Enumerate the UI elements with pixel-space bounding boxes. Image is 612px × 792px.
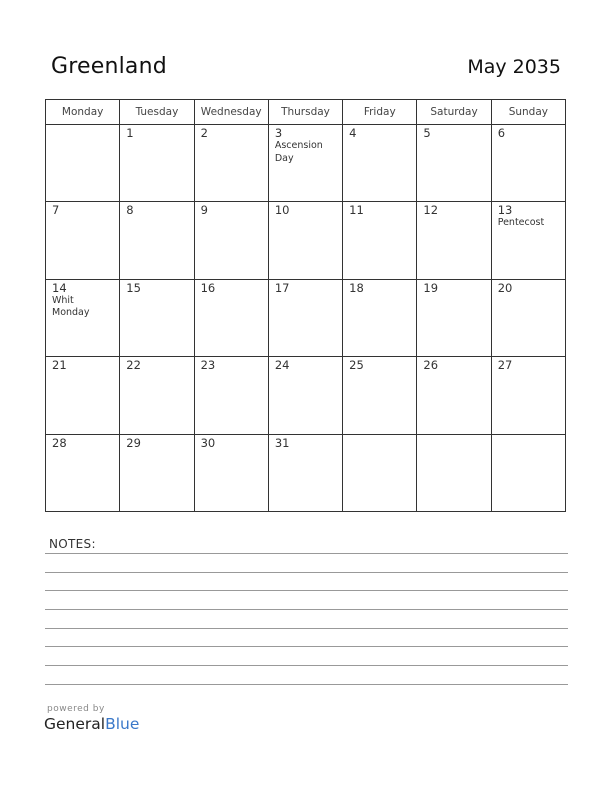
note-line bbox=[45, 609, 568, 610]
day-cell-content bbox=[269, 125, 342, 165]
day-cell bbox=[343, 202, 417, 279]
day-number: 31 bbox=[274, 435, 290, 450]
day-cell-content bbox=[120, 357, 193, 372]
day-cell-content bbox=[120, 435, 193, 450]
holiday-label: Ascension Day bbox=[274, 140, 323, 164]
day-cell bbox=[343, 279, 417, 356]
day-cell-content bbox=[269, 280, 342, 295]
day-cell bbox=[268, 434, 342, 511]
note-line bbox=[45, 628, 568, 629]
note-line bbox=[45, 684, 568, 685]
day-cell bbox=[417, 202, 491, 279]
weekday-header: Tuesday bbox=[120, 100, 194, 125]
empty-day-cell bbox=[417, 434, 491, 511]
brand-logo bbox=[44, 704, 139, 733]
day-cell bbox=[120, 357, 194, 434]
note-line bbox=[45, 665, 568, 666]
day-cell bbox=[268, 202, 342, 279]
day-cell-content bbox=[492, 357, 565, 372]
note-line bbox=[45, 590, 568, 591]
day-cell bbox=[46, 202, 120, 279]
day-cell-content bbox=[417, 202, 490, 217]
day-cell bbox=[120, 202, 194, 279]
weekday-header: Thursday bbox=[268, 100, 342, 125]
day-number: 2 bbox=[200, 126, 208, 140]
empty-day-cell bbox=[46, 125, 120, 202]
day-cell-content bbox=[417, 280, 490, 295]
week-row bbox=[46, 357, 566, 434]
weekday-header: Friday bbox=[343, 100, 417, 125]
day-cell-content bbox=[417, 435, 490, 436]
day-cell bbox=[46, 434, 120, 511]
notes-label: NOTES: bbox=[49, 537, 96, 551]
day-cell-content bbox=[120, 280, 193, 295]
day-cell bbox=[491, 279, 565, 356]
day-cell bbox=[120, 125, 194, 202]
day-cell-content bbox=[269, 202, 342, 217]
month-year-title: May 2035 bbox=[467, 56, 561, 78]
day-cell bbox=[417, 125, 491, 202]
day-cell bbox=[194, 434, 268, 511]
day-cell-content bbox=[343, 125, 416, 140]
day-cell-content bbox=[195, 435, 268, 450]
day-number: 14 bbox=[52, 280, 67, 295]
day-number: 9 bbox=[200, 203, 208, 218]
day-cell-content bbox=[269, 435, 342, 450]
day-number: 3 bbox=[274, 126, 283, 140]
day-cell-content bbox=[46, 435, 119, 450]
day-cell bbox=[120, 279, 194, 356]
day-number: 4 bbox=[349, 126, 357, 140]
weekday-header-row bbox=[46, 100, 566, 125]
day-cell bbox=[491, 125, 565, 202]
brand-name-blue: Blue bbox=[105, 715, 140, 733]
weekday-header: Saturday bbox=[417, 100, 491, 125]
weekday-header: Sunday bbox=[491, 100, 565, 125]
day-number: 7 bbox=[52, 203, 60, 218]
day-number: 5 bbox=[423, 126, 431, 140]
day-cell bbox=[194, 202, 268, 279]
day-number: 11 bbox=[349, 203, 364, 218]
day-cell-content bbox=[269, 357, 342, 372]
day-cell-content bbox=[46, 125, 119, 126]
day-number: 10 bbox=[274, 203, 290, 218]
day-cell bbox=[194, 279, 268, 356]
note-line bbox=[45, 553, 568, 554]
day-cell bbox=[268, 279, 342, 356]
empty-day-cell bbox=[343, 434, 417, 511]
holiday-label: Pentecost bbox=[497, 217, 545, 229]
calendar-grid bbox=[45, 99, 566, 512]
day-number: 21 bbox=[52, 358, 67, 373]
day-cell-content bbox=[120, 125, 193, 140]
day-number: 30 bbox=[200, 435, 216, 450]
day-number: 26 bbox=[423, 358, 439, 373]
week-row bbox=[46, 202, 566, 279]
day-number: 27 bbox=[497, 358, 513, 373]
day-cell-content bbox=[343, 357, 416, 372]
day-number: 19 bbox=[423, 280, 439, 295]
day-number: 23 bbox=[200, 358, 216, 373]
week-row bbox=[46, 125, 566, 202]
day-cell-content bbox=[417, 125, 490, 140]
day-number: 24 bbox=[274, 358, 290, 373]
day-cell-content bbox=[195, 202, 268, 217]
day-cell bbox=[268, 125, 342, 202]
day-cell-content bbox=[492, 280, 565, 295]
day-number: 20 bbox=[497, 280, 513, 295]
weekday-header: Wednesday bbox=[194, 100, 268, 125]
note-line bbox=[45, 646, 568, 647]
day-number: 6 bbox=[497, 126, 506, 140]
day-number: 28 bbox=[52, 435, 67, 450]
day-cell-content bbox=[492, 435, 565, 436]
day-cell bbox=[46, 357, 120, 434]
day-cell bbox=[343, 357, 417, 434]
day-number: 15 bbox=[126, 280, 141, 295]
day-cell bbox=[268, 357, 342, 434]
day-cell-content bbox=[46, 202, 119, 217]
brand-name bbox=[44, 715, 139, 733]
day-cell bbox=[343, 125, 417, 202]
day-number: 29 bbox=[126, 435, 141, 450]
day-cell bbox=[120, 434, 194, 511]
week-row bbox=[46, 279, 566, 356]
day-cell bbox=[491, 202, 565, 279]
calendar-body bbox=[46, 125, 566, 512]
day-cell bbox=[194, 125, 268, 202]
day-cell bbox=[491, 357, 565, 434]
day-cell-content bbox=[195, 280, 268, 295]
day-cell-content bbox=[417, 357, 490, 372]
day-cell-content bbox=[46, 280, 119, 320]
week-row bbox=[46, 434, 566, 511]
holiday-label: Whit Monday bbox=[52, 294, 90, 319]
country-title: Greenland bbox=[51, 54, 167, 79]
day-cell-content bbox=[492, 202, 565, 230]
day-cell bbox=[194, 357, 268, 434]
note-line bbox=[45, 572, 568, 573]
day-cell-content bbox=[343, 435, 416, 436]
day-cell-content bbox=[343, 202, 416, 217]
day-number: 8 bbox=[126, 203, 134, 218]
day-number: 13 bbox=[497, 203, 513, 218]
brand-name-general: General bbox=[44, 715, 106, 733]
day-cell-content bbox=[120, 202, 193, 217]
day-cell bbox=[417, 279, 491, 356]
day-number: 17 bbox=[274, 280, 290, 295]
day-number: 25 bbox=[349, 358, 364, 373]
powered-by-text: powered by bbox=[47, 704, 105, 714]
day-number: 16 bbox=[200, 280, 216, 295]
day-cell-content bbox=[492, 125, 565, 140]
day-number: 12 bbox=[423, 203, 439, 218]
day-number: 18 bbox=[349, 280, 364, 295]
day-cell-content bbox=[46, 357, 119, 372]
weekday-header: Monday bbox=[46, 100, 120, 125]
day-number: 22 bbox=[126, 358, 141, 373]
empty-day-cell bbox=[491, 434, 565, 511]
day-cell bbox=[417, 357, 491, 434]
day-cell bbox=[46, 279, 120, 356]
day-cell-content bbox=[343, 280, 416, 295]
day-number: 1 bbox=[126, 126, 134, 140]
day-cell-content bbox=[195, 357, 268, 372]
day-cell-content bbox=[195, 125, 268, 140]
